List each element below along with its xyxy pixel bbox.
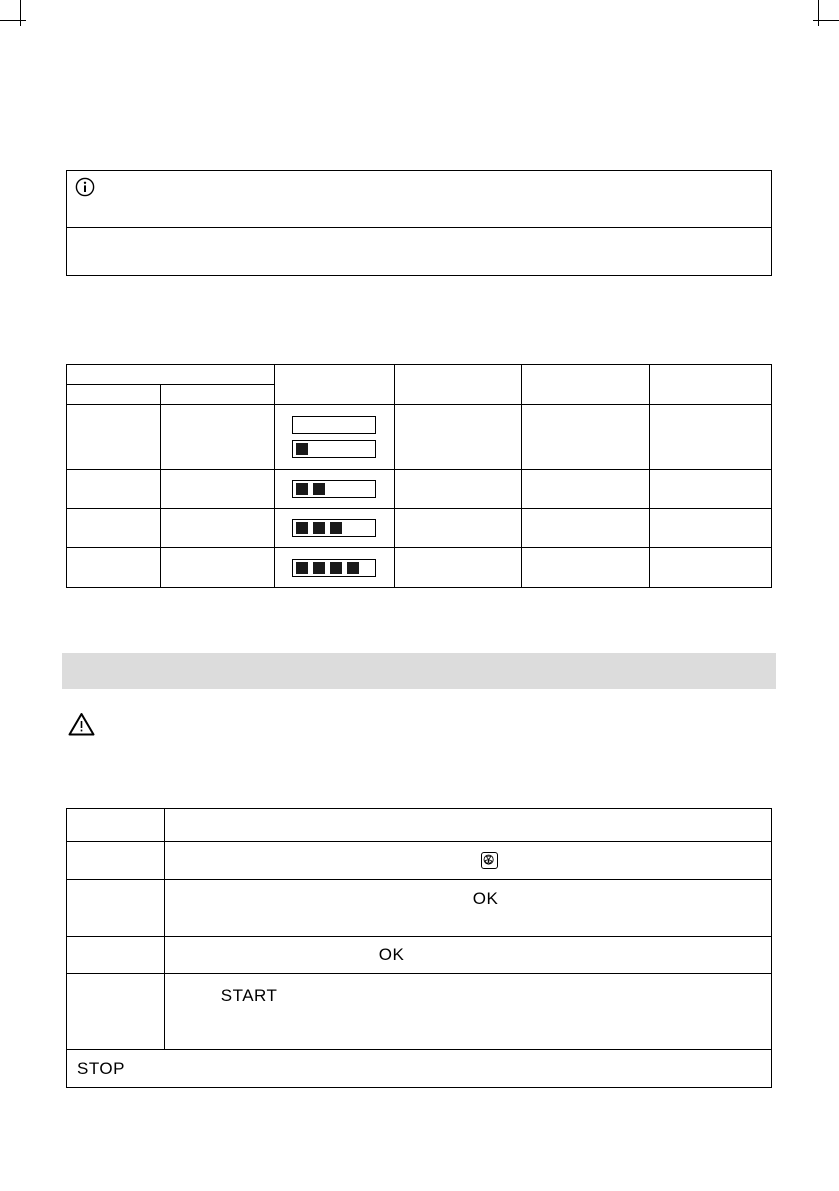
header-cell-display <box>274 365 394 405</box>
step-action-cell <box>164 842 771 880</box>
table-header-row <box>67 365 772 385</box>
crop-mark-top-left-h <box>0 20 26 21</box>
table-cell <box>650 470 772 509</box>
info-note-row <box>67 171 771 228</box>
crop-mark-top-left-v <box>20 0 21 26</box>
level-square <box>296 562 308 574</box>
crop-mark-top-right-h <box>813 20 839 21</box>
table-cell <box>67 548 161 588</box>
table-cell <box>650 405 772 470</box>
crop-mark-top-right-v <box>818 0 819 26</box>
table-row <box>67 548 772 588</box>
header-cell-col4 <box>394 365 522 405</box>
level-square <box>296 443 308 455</box>
step-action-cell <box>164 809 771 842</box>
fan-key-icon <box>481 852 498 869</box>
table-cell <box>650 548 772 588</box>
level-square <box>330 562 342 574</box>
step-row <box>67 880 772 937</box>
step-action-cell <box>164 974 771 1050</box>
step-row <box>67 937 772 974</box>
table-cell <box>160 470 274 509</box>
table-cell <box>67 405 161 470</box>
level-bar <box>292 480 376 498</box>
table-cell <box>650 509 772 548</box>
stop-key-label: STOP <box>77 1058 125 1078</box>
info-note-box <box>66 170 772 276</box>
header-cell-col5 <box>522 365 650 405</box>
ok-key-label: OK <box>378 945 405 964</box>
table-cell <box>160 548 274 588</box>
level-square <box>296 483 308 495</box>
indicator-levels-table <box>66 364 772 588</box>
header-cell-group <box>67 365 275 385</box>
table-cell <box>160 509 274 548</box>
table-row <box>67 509 772 548</box>
table-cell <box>522 405 650 470</box>
level-square <box>313 562 325 574</box>
ok-key-label: OK <box>472 889 499 908</box>
table-cell <box>394 405 522 470</box>
level-square <box>347 562 359 574</box>
level-bar <box>292 416 376 434</box>
step-number-cell <box>67 809 165 842</box>
table-row <box>67 470 772 509</box>
level-indicator-cell <box>274 548 394 588</box>
table-cell <box>67 470 161 509</box>
level-bar <box>292 559 376 577</box>
table-row <box>67 405 772 470</box>
table-cell <box>522 470 650 509</box>
table-cell <box>522 548 650 588</box>
level-bar <box>292 440 376 458</box>
step-row <box>67 842 772 880</box>
level-square <box>330 522 342 534</box>
step-number-cell <box>67 937 165 974</box>
warning-triangle-icon <box>68 712 95 736</box>
subheader-cell-1 <box>67 385 161 405</box>
step-number-cell <box>67 974 165 1050</box>
step-footer-row <box>67 1050 772 1088</box>
level-indicator-cell <box>274 509 394 548</box>
step-footer-cell <box>67 1050 772 1088</box>
header-cell-col6 <box>650 365 772 405</box>
level-indicator-cell <box>274 405 394 470</box>
step-number-cell <box>67 880 165 937</box>
step-row <box>67 974 772 1050</box>
subheader-cell-2 <box>160 385 274 405</box>
table-cell <box>160 405 274 470</box>
section-heading-band <box>62 653 776 689</box>
procedure-steps-table <box>66 808 772 1088</box>
steps-header-row <box>67 809 772 842</box>
level-square <box>296 522 308 534</box>
table-cell <box>67 509 161 548</box>
info-circle-icon <box>75 177 95 197</box>
level-indicator-cell <box>274 470 394 509</box>
level-square <box>313 522 325 534</box>
table-cell <box>394 509 522 548</box>
step-action-cell <box>164 937 771 974</box>
step-action-cell <box>164 880 771 937</box>
level-bar <box>292 519 376 537</box>
start-key-label: START <box>220 986 278 1005</box>
table-cell <box>394 470 522 509</box>
table-cell <box>394 548 522 588</box>
table-cell <box>522 509 650 548</box>
step-number-cell <box>67 842 165 880</box>
level-square <box>313 483 325 495</box>
